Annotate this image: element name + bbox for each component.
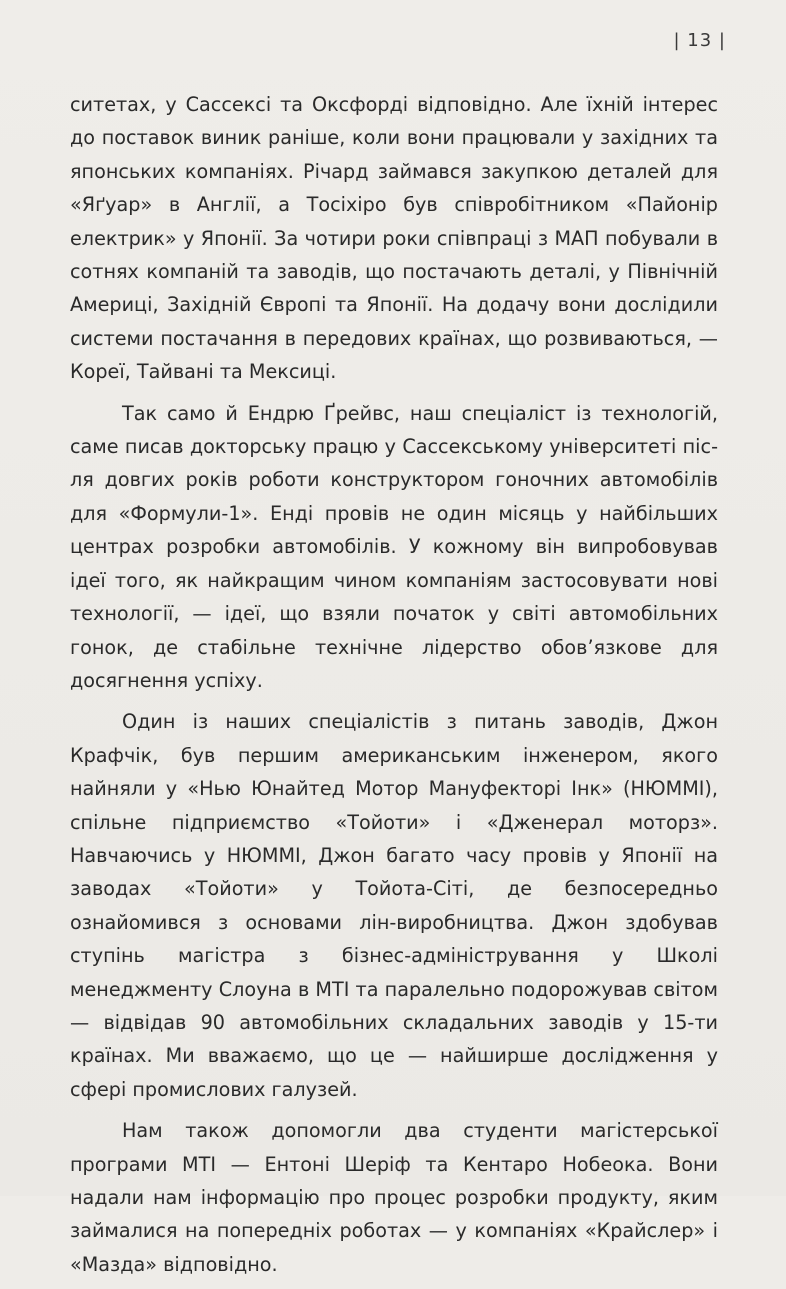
page-number: | 13 | xyxy=(673,30,726,51)
paragraph-1: ситетах, у Сассексі та Оксфорді відповідно. Але їхній інтерес до поставок виник раніше, коли вони працювали у західних та японських компаніях. Річард займався закупкою деталей для «Яґуар» в Англії, а Тосіхіро був співробітником «Пайонір електрик» у Японії. За чотири роки співпраці з МАП побували в сотнях компаній та заводів, що постачають деталі, у Північній Америці, Західній Європі та Японії. На додачу вони дослідили системи постачання в передових країнах, що розвиваються, — Кореї, Тайвані та Мексиці. xyxy=(70,93,718,384)
body-text xyxy=(70,88,718,1289)
paragraph-2: Так само й Ендрю Ґрейвс, наш спеціаліст із технологій, саме писав докторську працю у Сассекському університеті після довгих років роботи конструктором гоночних автомобілів для «Формули-1». Енді провів не один місяць у найбільших центрах розробки автомобілів. У кожному він випробовував ідеї того, як найкращим чином компаніям застосовувати нові технології, — ідеї, що взяли початок у світі автомобільних гонок, де стабільне технічне лідерство обов’язкове для досягнення успіху. xyxy=(70,401,718,692)
paragraph-3: Один із наших спеціалістів з питань заводів, Джон Крафчік, був першим американським інженером, якого найняли у «Нью Юнайтед Мотор Мануфекторі Інк» (НЮММІ), спільне підприємство «Тойоти» і «Дженерал моторз». Навчаючись у НЮММІ, Джон багато часу провів у Японії на заводах «Тойоти» у Тойота-Сіті, де безпосередньо ознайомився з основами лін-виробництва. Джон здобував ступінь магістра з бізнес-адміністрування у Школі менеджменту Слоуна в МТІ та паралельно подорожував світом — відвідав 90 автомобільних складальних заводів у 15-ти країнах. Ми вважаємо, що це — найширше дослідження у сфері промислових галузей. xyxy=(70,710,718,1101)
paragraph-4: Нам також допомогли два студенти магістерської програми МТІ — Ентоні Шеріф та Кентаро Нобеока. Вони надали нам інформацію про процес розробки продукту, яким займалися на попередніх роботах — у компаніях «Крайслер» і «Мазда» відповідно. xyxy=(70,1119,718,1276)
